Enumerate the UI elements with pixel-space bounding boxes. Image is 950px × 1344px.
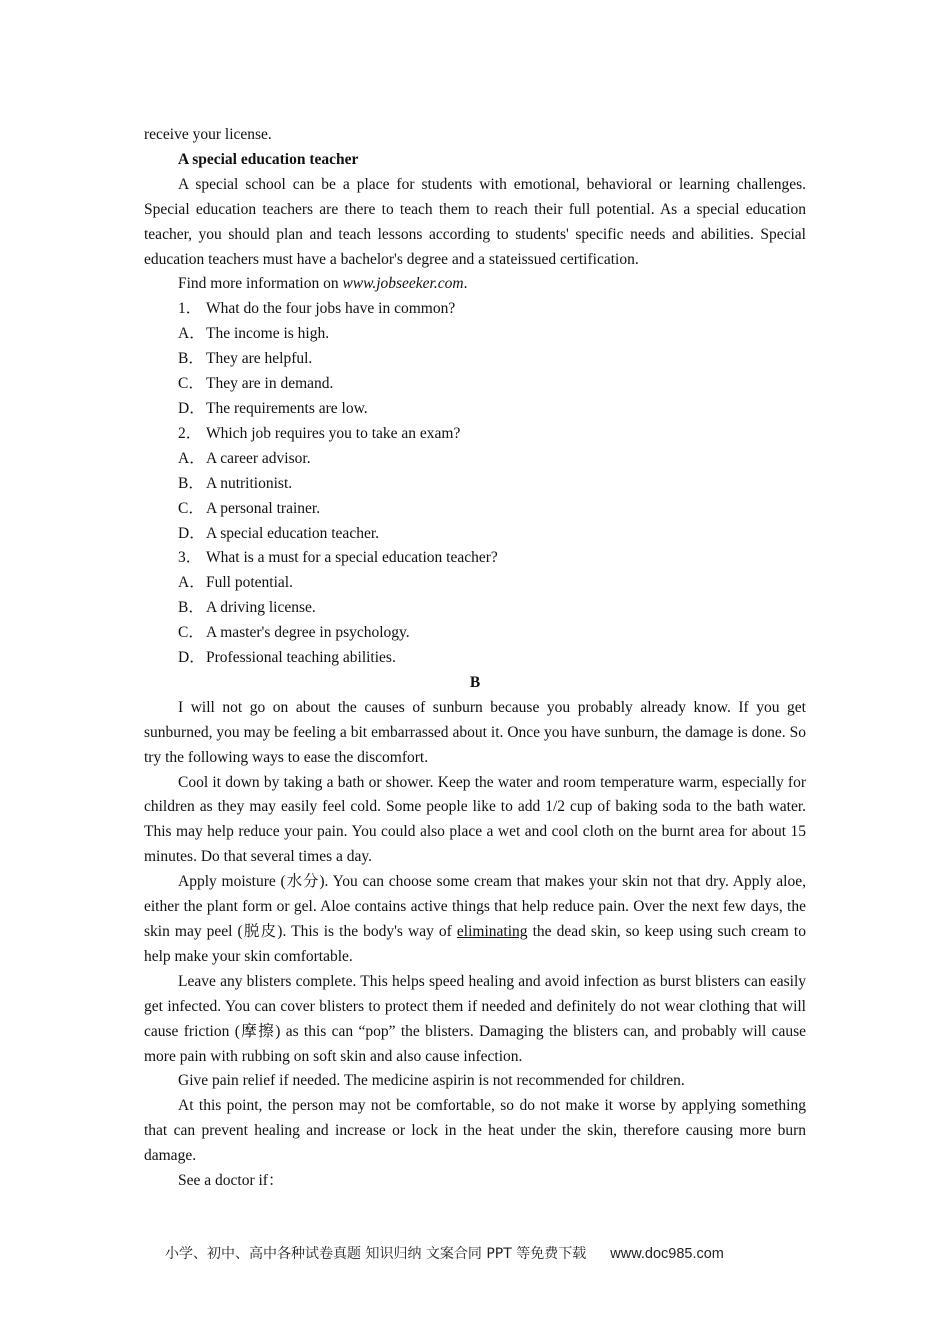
question-1 (144, 297, 806, 422)
passage-b-paragraph-5: Give pain relief if needed. The medicine aspirin is not recommended for children. (178, 1072, 685, 1090)
section-heading: A special education teacher (178, 150, 359, 168)
option-label: C． (178, 499, 204, 517)
option-b (144, 596, 806, 621)
option-text: They are in demand. (206, 375, 334, 393)
more-info-line (144, 272, 806, 297)
footer-text: 小学、初中、高中各种试卷真题 知识归纳 文案合同 PPT 等免费下载 (165, 1246, 587, 1262)
question-number: 2． (178, 424, 202, 442)
question-text: Which job requires you to take an exam? (206, 424, 461, 442)
passage-b-paragraph-4: Leave any blisters complete. This helps speed healing and avoid infection as burst blisters can easily get infected. You can cover blisters to protect them if needed and definitely do not wear clothing that will cause friction (摩擦) as this can “pop” the blisters. Damaging the blisters can, and probably will cause more pain with rubbing on soft skin and also cause infection. (144, 972, 806, 1065)
option-label: A． (178, 325, 205, 343)
option-text: A special education teacher. (206, 524, 380, 542)
option-label: D． (178, 399, 205, 417)
passage-b-paragraph-6: At this point, the person may not be comfortable, so do not make it worse by applying something that can prevent healing and increase or lock in the heat under the skin, therefore causing more burn damage. (144, 1097, 806, 1165)
document-page (144, 123, 806, 1194)
question-text: What is a must for a special education teacher? (206, 549, 498, 567)
option-b (144, 472, 806, 497)
option-text: The requirements are low. (206, 399, 368, 417)
option-text: A personal trainer. (206, 499, 321, 517)
option-label: B． (178, 350, 204, 368)
question-stem (144, 546, 806, 571)
more-info-prefix: Find more information on (178, 275, 343, 293)
option-label: C． (178, 624, 204, 642)
option-text: The income is high. (206, 325, 330, 343)
option-a (144, 447, 806, 472)
option-label: B． (178, 474, 204, 492)
question-2 (144, 422, 806, 547)
paragraph-text: the dead skin, so keep using such cream to help make your skin comfortable. (144, 923, 806, 965)
option-c (144, 621, 806, 646)
option-label: C． (178, 375, 204, 393)
more-info-suffix: . (463, 275, 468, 293)
question-stem (144, 422, 806, 447)
option-b (144, 347, 806, 372)
option-c (144, 497, 806, 522)
question-stem (144, 297, 806, 322)
option-text: They are helpful. (206, 350, 313, 368)
passage-b-paragraph-1: I will not go on about the causes of sunburn because you probably already know. If you get sunburned, you may be feeling a bit embarrassed about it. Once you have sunburn, the damage is done. So try the following ways to ease the discomfort. (144, 698, 806, 766)
option-label: D． (178, 524, 205, 542)
option-text: Full potential. (206, 574, 293, 592)
question-number: 3． (178, 549, 202, 567)
footer-url[interactable]: www.doc985.com (610, 1246, 724, 1262)
question-3 (144, 546, 806, 671)
more-info-link[interactable]: www.jobseeker.com (342, 275, 464, 293)
section-paragraph: A special school can be a place for students with emotional, behavioral or learning challenges. Special education teachers are there to teach them to reach their full potential. As a special education teacher, you should plan and teach lessons according to students' specific needs and abilities. Special education teachers must have a bachelor's degree and a stateissued certification. (144, 175, 806, 268)
option-label: A． (178, 574, 205, 592)
passage-b-paragraph-3 (144, 870, 806, 970)
option-a (144, 571, 806, 596)
option-c (144, 372, 806, 397)
option-a (144, 322, 806, 347)
option-label: D． (178, 649, 205, 667)
page-footer (165, 1243, 795, 1263)
option-text: A master's degree in psychology. (206, 624, 410, 642)
passage-b-title: B (469, 673, 481, 691)
underlined-word: eliminating (456, 923, 528, 940)
option-d (144, 522, 806, 547)
option-text: A nutritionist. (206, 474, 293, 492)
option-label: A． (178, 449, 205, 467)
option-d (144, 646, 806, 671)
option-label: B． (178, 599, 204, 617)
carryover-line: receive your license. (144, 126, 272, 143)
option-d (144, 397, 806, 422)
question-number: 1． (178, 300, 202, 318)
passage-b-paragraph-2: Cool it down by taking a bath or shower. Keep the water and room temperature warm, especially for children as they may easily feel cold. Some people like to add 1/2 cup of baking soda to the bath water. This may help reduce your pain. You could also place a wet and cool cloth on the burnt area for about 15 minutes. Do that several times a day. (144, 773, 806, 866)
passage-b-paragraph-7: See a doctor if： (178, 1172, 284, 1190)
question-text: What do the four jobs have in common? (206, 300, 456, 318)
paragraph-text: Apply moisture (水分). You can choose some cream that makes your skin not that dry. Apply aloe, either the plant form or gel. Aloe contains active things that help reduce pain. Over the next few days, the skin may peel (脱皮). This is the body's way of (144, 873, 806, 940)
option-text: A driving license. (206, 599, 316, 617)
option-text: A career advisor. (206, 449, 311, 467)
option-text: Professional teaching abilities. (206, 649, 396, 667)
